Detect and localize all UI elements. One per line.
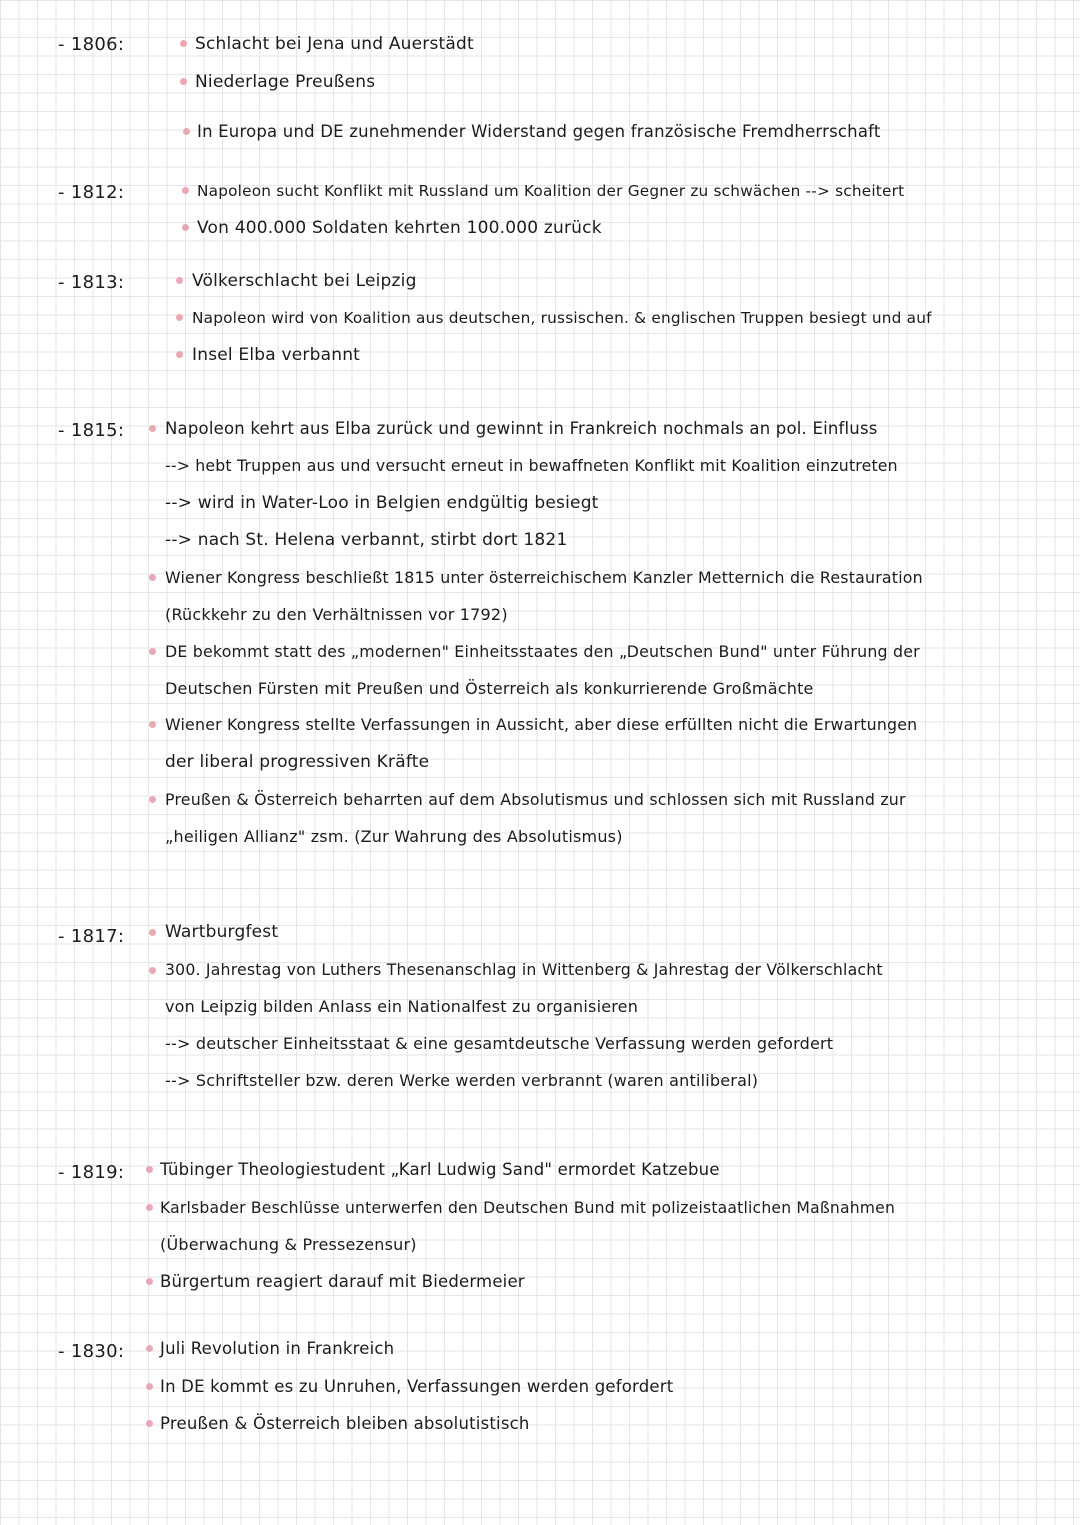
bullet-icon (176, 351, 183, 358)
note-line: Karlsbader Beschlüsse unterwerfen den Deutschen Bund mit polizeistaatlichen Maßnahmen (160, 1199, 896, 1217)
note-line: von Leipzig bilden Anlass ein Nationalfest zu organisieren (165, 997, 639, 1016)
note-line: In DE kommt es zu Unruhen, Verfassungen werden gefordert (160, 1377, 674, 1396)
bullet-icon (149, 574, 156, 581)
bullet-icon (146, 1345, 153, 1352)
note-line: Juli Revolution in Frankreich (160, 1339, 395, 1358)
year-label: - 1817: (58, 926, 125, 947)
bullet-icon (149, 967, 156, 974)
bullet-icon (146, 1278, 153, 1285)
bullet-icon (146, 1383, 153, 1390)
note-line: (Rückkehr zu den Verhältnissen vor 1792) (165, 605, 508, 624)
note-line: der liberal progressiven Kräfte (165, 752, 430, 772)
note-line: Napoleon wird von Koalition aus deutschen, russischen. & englischen Truppen besiegt und auf (192, 309, 932, 327)
bullet-icon (180, 78, 187, 85)
note-line: --> deutscher Einheitsstaat & eine gesamtdeutsche Verfassung werden gefordert (165, 1034, 834, 1053)
bullet-icon (182, 187, 189, 194)
note-line: Wartburgfest (165, 922, 279, 942)
year-label: - 1812: (58, 182, 125, 203)
note-line: --> hebt Truppen aus und versucht erneut in bewaffneten Konflikt mit Koalition einzutreten (165, 456, 898, 475)
year-label: - 1830: (58, 1341, 125, 1362)
bullet-icon (149, 648, 156, 655)
bullet-icon (182, 224, 189, 231)
note-line: Deutschen Fürsten mit Preußen und Österreich als konkurrierende Großmächte (165, 679, 814, 698)
note-line: Niederlage Preußens (195, 72, 376, 92)
bullet-icon (146, 1420, 153, 1427)
bullet-icon (146, 1204, 153, 1211)
note-line: Schlacht bei Jena und Auerstädt (195, 34, 474, 54)
note-line: Von 400.000 Soldaten kehrten 100.000 zurück (197, 218, 602, 238)
bullet-icon (149, 425, 156, 432)
note-line: Preußen & Österreich beharrten auf dem Absolutismus und schlossen sich mit Russland zur (165, 790, 906, 809)
note-line: Preußen & Österreich bleiben absolutistisch (160, 1414, 530, 1433)
note-line: DE bekommt statt des „modernen" Einheitsstaates den „Deutschen Bund" unter Führung der (165, 642, 920, 661)
note-line: --> Schriftsteller bzw. deren Werke werden verbrannt (waren antiliberal) (165, 1071, 759, 1090)
bullet-icon (183, 128, 190, 135)
note-line: --> nach St. Helena verbannt, stirbt dort 1821 (165, 530, 568, 550)
note-line: Napoleon sucht Konflikt mit Russland um Koalition der Gegner zu schwächen --> scheitert (197, 182, 905, 200)
note-line: „heiligen Allianz" zsm. (Zur Wahrung des Absolutismus) (165, 827, 623, 846)
note-line: Tübinger Theologiestudent „Karl Ludwig Sand" ermordet Katzebue (160, 1160, 720, 1179)
bullet-icon (149, 721, 156, 728)
bullet-icon (176, 277, 183, 284)
note-line: Napoleon kehrt aus Elba zurück und gewinnt in Frankreich nochmals an pol. Einfluss (165, 419, 878, 438)
note-line: 300. Jahrestag von Luthers Thesenanschlag in Wittenberg & Jahrestag der Völkerschlacht (165, 960, 883, 979)
bullet-icon (176, 314, 183, 321)
bullet-icon (149, 929, 156, 936)
bullet-icon (146, 1166, 153, 1173)
year-label: - 1815: (58, 420, 125, 441)
note-line: Wiener Kongress stellte Verfassungen in Aussicht, aber diese erfüllten nicht die Erwartungen (165, 715, 918, 734)
note-line: --> wird in Water-Loo in Belgien endgültig besiegt (165, 493, 599, 513)
note-line: (Überwachung & Pressezensur) (160, 1235, 417, 1254)
note-line: Bürgertum reagiert darauf mit Biedermeier (160, 1272, 525, 1291)
note-line: Wiener Kongress beschließt 1815 unter österreichischem Kanzler Metternich die Restauration (165, 568, 923, 587)
year-label: - 1819: (58, 1162, 125, 1183)
bullet-icon (180, 40, 187, 47)
year-label: - 1806: (58, 34, 125, 55)
note-line: In Europa und DE zunehmender Widerstand gegen französische Fremdherrschaft (197, 122, 881, 141)
bullet-icon (149, 796, 156, 803)
note-line: Insel Elba verbannt (192, 345, 361, 365)
note-line: Völkerschlacht bei Leipzig (192, 271, 417, 291)
year-label: - 1813: (58, 272, 125, 293)
